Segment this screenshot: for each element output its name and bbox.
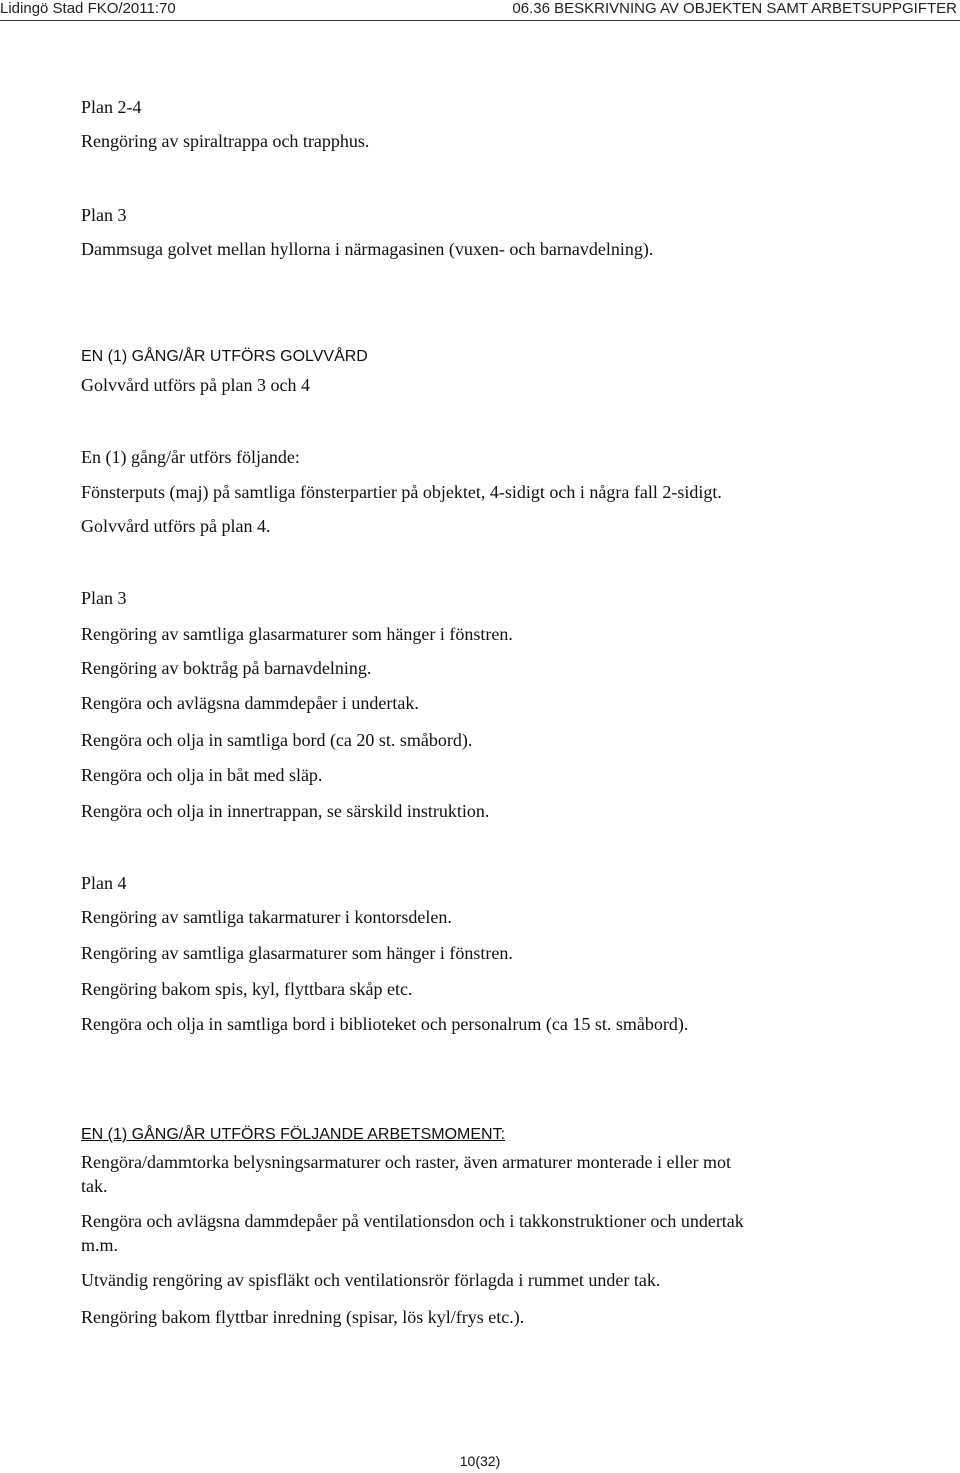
paragraph-line: Rengöring bakom flyttbar inredning (spisar, lös kyl/frys etc.). <box>81 1307 525 1327</box>
header-document-id: Lidingö Stad FKO/2011:70 <box>0 0 176 17</box>
list-item: Rengöra och olja in innertrappan, se särskild instruktion. <box>81 801 490 821</box>
list-item: Rengöring av samtliga glasarmaturer som hänger i fönstren. <box>81 943 513 963</box>
paragraph-line: Rengöring av spiraltrappa och trapphus. <box>81 131 370 151</box>
paragraph-line: Dammsuga golvet mellan hyllorna i närmagasinen (vuxen- och barnavdelning). <box>81 239 654 259</box>
paragraph-line: En (1) gång/år utförs följande: <box>81 447 300 467</box>
paragraph-line: Rengöra och avlägsna dammdepåer på ventilationsdon och i takkonstruktioner och undertak <box>81 1211 744 1231</box>
section-heading-plan-3-list: Plan 3 <box>81 588 127 608</box>
list-item: Rengöring av samtliga glasarmaturer som hänger i fönstren. <box>81 624 513 644</box>
list-item: Rengöra och olja in båt med släp. <box>81 765 323 785</box>
page-number: 10(32) <box>459 1453 501 1469</box>
list-item: Rengöra och olja in samtliga bord (ca 20 st. småbord). <box>81 730 473 750</box>
header-divider <box>0 20 960 21</box>
section-heading-golvvard: EN (1) GÅNG/ÅR UTFÖRS GOLVVÅRD <box>81 348 368 365</box>
header-section-title: 06.36 BESKRIVNING AV OBJEKTEN SAMT ARBETSUPPGIFTER <box>512 0 957 17</box>
section-heading-arbetsmoment: EN (1) GÅNG/ÅR UTFÖRS FÖLJANDE ARBETSMOMENT: <box>81 1126 506 1143</box>
list-item: Rengöring bakom spis, kyl, flyttbara skåp etc. <box>81 979 413 999</box>
paragraph-line: tak. <box>81 1176 108 1196</box>
paragraph-line: Golvvård utförs på plan 4. <box>81 516 271 536</box>
page-header <box>0 0 960 18</box>
paragraph-line: Rengöra/dammtorka belysningsarmaturer och raster, även armaturer monterade i eller mot <box>81 1152 732 1172</box>
paragraph-line: Fönsterputs (maj) på samtliga fönsterpartier på objektet, 4-sidigt och i några fall 2-sidigt. <box>81 482 722 502</box>
list-item: Rengöring av samtliga takarmaturer i kontorsdelen. <box>81 907 452 927</box>
list-item: Rengöra och olja in samtliga bord i biblioteket och personalrum (ca 15 st. småbord). <box>81 1014 689 1034</box>
paragraph-line: Utvändig rengöring av spisfläkt och ventilationsrör förlagda i rummet under tak. <box>81 1270 661 1290</box>
paragraph-line: Golvvård utförs på plan 3 och 4 <box>81 375 310 395</box>
list-item: Rengöra och avlägsna dammdepåer i undertak. <box>81 693 419 713</box>
list-item: Rengöring av boktråg på barnavdelning. <box>81 658 372 678</box>
section-heading-plan-2-4: Plan 2-4 <box>81 97 142 117</box>
paragraph-line: m.m. <box>81 1235 119 1255</box>
section-heading-plan-3: Plan 3 <box>81 205 127 225</box>
section-heading-plan-4: Plan 4 <box>81 873 127 893</box>
